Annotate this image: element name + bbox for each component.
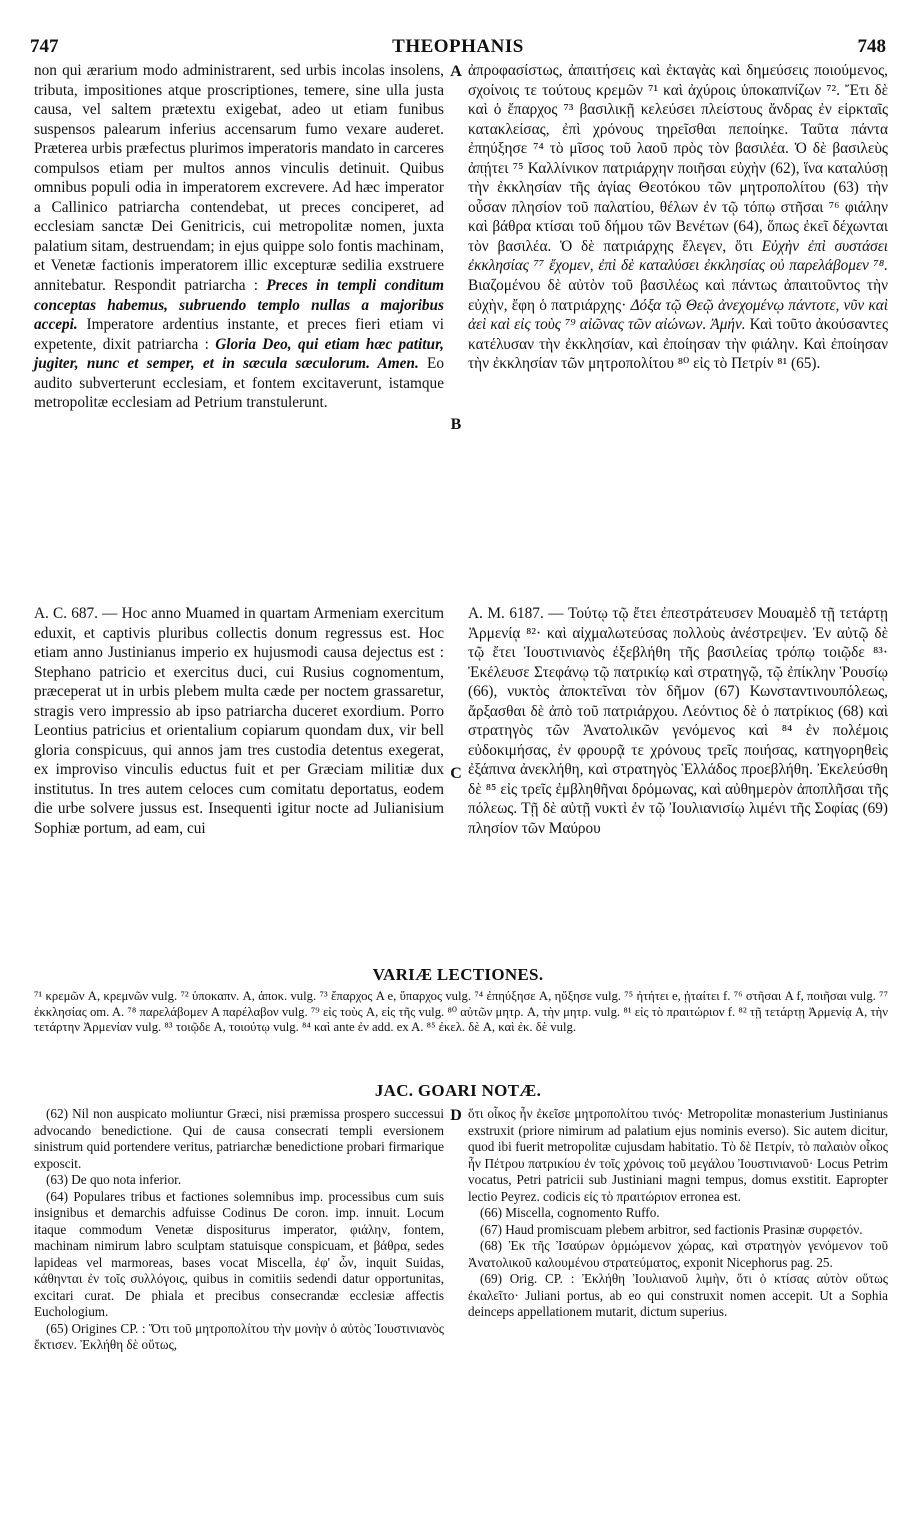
note-62: (62) Nil non auspicato moliuntur Græci, nisi præmissa prospero successui advocando benedictione. Qui de causa consecrati templi eversionem sinistrum quid portendere veritus, patriarchæ benedictione probari firmarique exposcit. bbox=[34, 1106, 444, 1171]
left-page-number: 747 bbox=[30, 36, 59, 57]
page-title: THEOPHANIS bbox=[392, 36, 524, 57]
margin-marker-c: C bbox=[450, 765, 462, 782]
greek-main-text-3: Καὶ τοῦτο ἀκούσαντες κατέλυσαν τὴν ἐκκλησίαν, καὶ ἐποίησαν τὴν φιάλην. Καὶ ἐποίησαν τὴν ἐκκλησίαν τῶν μητροπολίτου ⁸⁰ εἰς τὸ Πετρίν ⁸¹ (65). bbox=[468, 316, 888, 373]
right-page-number: 748 bbox=[857, 36, 886, 57]
note-66: (66) Miscella, cognomento Ruffo. bbox=[480, 1205, 660, 1220]
latin-main-text-3: Eo audito subverterunt ecclesiam, et fontem excitaverunt, istamque metropolitæ ecclesiam ad Petrium transtulerunt. bbox=[34, 355, 444, 412]
note-67: (67) Haud promiscuam plebem arbitror, sed factionis Prasinæ συρφετόν. bbox=[480, 1221, 863, 1237]
margin-marker-b: B bbox=[450, 416, 462, 433]
note-68: (68) Ἐκ τῆς Ἰσαύρων ὁρμώμενον χώρας, καὶ στρατηγὸν γενόμενον τοῦ Ἀνατολικοῦ καλουμένου στρατεύματος, exponit Nicephorus pag. 25. bbox=[468, 1238, 888, 1270]
notes-left-column bbox=[34, 1106, 444, 1354]
greek-annal-column bbox=[468, 604, 888, 839]
greek-main-text: ἀπροφασίστως, ἀπαιτήσεις καὶ ἐκταγὰς καὶ δημεύσεις ποιούμενος, σχοίνοις τε τούτους κρεμῶν ⁷¹ καὶ ἀχύροις ὑποκαπνίζων ⁷². Ἔτι δὲ καὶ ὁ ἔπαρχος ⁷³ βασιλικῇ κελεύσει πλείστους ἄνδρας ἐν εἱρκταῖς κατακλείσας, ἐπὶ χρόνους τηρεῖσθαι πεποίηκε. Ταῦτα πάντα ἐπηύξησε ⁷⁴ τὸ μῖσος τοῦ λαοῦ πρὸς τὸν βασιλέα. Ὁ δὲ βασιλεὺς ἀπῄτει ⁷⁵ Καλλίνικον πατριάρχην ποιῆσαι εὐχὴν (62), ἵνα καταλύσῃ τὴν ἐκκλησίαν τῆς ἁγίας Θεοτόκου τῶν μητροπολίτου (63) τὴν οὖσαν πλησίον τοῦ παλατίου, θέλων ἐν τῷ τόπῳ στῆσαι ⁷⁶ φιάλην καὶ βάθρα κτίσαι τοῦ δήμου τῶν Βενέτων (64), ὅπως ἐκεῖ δέχωνται τὸν βασιλέα. Ὁ δὲ πατριάρχης ἔλεγεν, ὅτι bbox=[468, 62, 888, 255]
greek-quote-2: Δόξα τῷ Θεῷ ἀνεχομένῳ πάντοτε, νῦν καὶ ἀεὶ καὶ εἰς τοὺς ⁷⁹ αἰῶνας τῶν αἰώνων. Ἀμήν. bbox=[468, 296, 889, 334]
latin-main-text: non qui ærarium modo administrarent, sed urbis incolas insolens, tributa, impositiones atque proscriptiones, temere, sine ulla justa causa, vel saltem prætextu exigebat, adeo ut etiam funibus suspensos palearum inferius accensarum fumo vexare auderet. Præterea urbis præfectus plurimos imperatoris mandato in carceres compulsos etiam per multos annos vinculis detinuit. Quibus omnibus populi odia in imperatorem excrevere. Ad hæc imperator a Callinico patriarcha contendebat, ut preces conciperet, ad ecclesiam sanctæ Dei Genitricis, cui metropolitæ nomen, juxta palatium sitam, destruendam; in ejus quippe solo fontis machinam, et Venetæ factionis imperatorem illic excepturæ sedilia exstruere annitebatur. Respondit patriarcha : bbox=[34, 62, 444, 295]
margin-marker-d: D bbox=[450, 1107, 462, 1124]
note-64: (64) Populares tribus et factiones solemnibus imp. processibus cum suis insignibus et demarchis adfuisse Codinus De coron. imp. innuit. Locum itaque commodum Venetæ dispositurus imperator, φιάλην, fontem, machinam nimirum labro sculptam statuisque conspicuam, et βάθρα, sedes lapideas vel marmoreas, bases vocat Miscella, ἐφ' ὧν, inquit Suidas, κάθηνται ἐν τοῖς συλλόγοις, quibus in comitiis sedendi datur opportunitas, excitari curat. De phiala et precibus consecrandæ ecclesiæ affectis Euchologium. bbox=[34, 1188, 444, 1319]
margin-marker-a: A bbox=[450, 63, 462, 80]
variae-lectiones-heading: VARIÆ LECTIONES. bbox=[372, 965, 544, 984]
latin-main-column bbox=[34, 61, 444, 413]
greek-main-paragraph bbox=[468, 61, 888, 374]
greek-annal-text: A. M. 6187. — Τούτῳ τῷ ἔτει ἐπεστράτευσεν Μουαμὲδ τῇ τετάρτῃ Ἀρμενίᾳ ⁸²· καὶ αἰχμαλωτεύσας πολλοὺς ἀνέστρεψεν. Ἐν αὐτῷ δὲ τῷ ἔτει Ἰουστινιανὸς ἐξεβλήθη τῆς βασιλείας τρόπῳ τοιῷδε ⁸³· Ἐκέλευσε Στεφάνῳ τῷ πατρικίῳ καὶ στρατηγῷ, τῷ ἐπίκλην Ῥουσίῳ (66), νυκτὸς ἀποκτεῖναι τὸν δῆμον (67) Κωνσταντινουπόλεως, ἄρξασθαι δὲ ἀπὸ τοῦ πατριάρχου. Λεόντιος δὲ ὁ πατρίκιος (68) καὶ στρατηγὸς τῶν Ἀνατολικῶν γενόμενος καὶ ⁸⁴ ἐν πολέμοις εὐδοκιμήσας, ἐν φρουρᾷ τε χρόνους τρεῖς ποιήσας, κατηγορηθεὶς ἐξάπινα ἀνεκλήθη, καὶ στρατηγὸς Ἑλλάδος προεβλήθη. Ἐκελεύσθη δὲ ⁸⁵ εἰς τρεῖς ἐμβληθῆναι δρόμωνας, καὶ αὐθημερὸν ἀποπλῆσαι τῆς πόλεως. Τῇ δὲ αὐτῇ νυκτὶ ἐν τῷ Ἰουλιανισίῳ λιμένι τῆς Σοφίας (69) πλησίον τῶν Μαύρου bbox=[468, 605, 888, 838]
variae-lectiones-text: ⁷¹ κρεμῶν A, κρεμνῶν vulg. ⁷² ὑποκαπν. A, ἀποκ. vulg. ⁷³ ἔπαρχος A e, ὕπαρχος vulg. ⁷⁴ ἐπηύξησε A, ηὔξησε vulg. ⁷⁵ ἠτήτει e, ᾐταίτει f. ⁷⁶ στῆσαι A f, ποιῆσαι vulg. ⁷⁷ ἐκκλησίας om. A. ⁷⁸ παρελάβομεν A παρέλαβον vulg. ⁷⁹ εἰς τοὺς A, εἰς τῆς vulg. ⁸⁰ αὐτῶν μητρ. A, τὴν μητρ. vulg. ⁸¹ εἰς τὸ πραιτώριον f. ⁸² τῇ τετάρτῃ Ἀρμενίᾳ A, τὴν τετάρτην Ἀρμενίαν vulg. ⁸³ τοιῷδε A, τοιούτῳ vulg. ⁸⁴ καὶ ante ἐν add. ex A. ⁸⁵ ἐκελ. δὲ A, καὶ ἐκ. δὲ vulg. bbox=[34, 989, 888, 1034]
note-69: (69) Orig. CP. : Ἐκλήθη Ἰουλιανοῦ λιμὴν, ὅτι ὁ κτίσας αὐτὸν οὕτως ἐκαλεῖτο· Juliani portus, ab eo qui construxit nomen accepit. Ut a Sophia deinceps appellationem mutarit, dictum superius. bbox=[468, 1271, 888, 1319]
note-65-continued: ὅτι οἶκος ἦν ἐκεῖσε μητροπολίτου τινός· Metropolitæ monasterium Justinianus exstruxit (priore nimirum ad palatium ejus nominis everso). Sic autem dicitur, quod ibi fuerit metropolitæ cujusdam habitatio. Τὸ δὲ Πετρίν, τὸ παλαιὸν οἶκος ἦν Πέτρου πατρικίου ἐν τοῖς χρόνοις τοῦ μεγάλου Ἰουστινιανοῦ· Locus Petrim vocatus, Petri patricii sub Justiniani magni tempus, domus exstitit. Eapropter lectio Peyrez. codicis εἰς τὸ πραιτώριον erronea est. bbox=[468, 1106, 888, 1204]
latin-quote-2: Gloria Deo, qui etiam hæc patitur, jugiter, nunc et semper, et in sæcula sæculorum. Amen. bbox=[34, 335, 444, 373]
greek-quote-1: Εὐχὴν ἐπὶ συστάσει ἐκκλησίας ⁷⁷ ἔχομεν, ἐπὶ δὲ καταλύσει ἐκκλησίας οὐ παρελάβομεν ⁷⁸. bbox=[468, 237, 888, 275]
greek-main-column bbox=[468, 61, 888, 374]
note-63: (63) De quo nota inferior. bbox=[46, 1172, 182, 1187]
latin-main-paragraph bbox=[34, 61, 444, 413]
note-65: (65) Origines CP. : Ὅτι τοῦ μητροπολίτου τὴν μονὴν ὁ αὐτὸς Ἰουστινιανὸς ἔκτισεν. Ἐκλήθη δὲ οὕτως, bbox=[34, 1320, 444, 1352]
notes-right-column bbox=[468, 1106, 888, 1321]
latin-annal-column bbox=[34, 604, 444, 839]
latin-annal-text: A. C. 687. — Hoc anno Muamed in quartam Armeniam exercitum eduxit, et captivis pluribus collectis donum regressus est. Hoc etiam anno Justinianus imperio ex hujusmodi causa dejectus est : Stephano patricio et exercitus duci, cui Rusius cognomentum, præceperat ut in urbis plebem multa cæde per noctem grassaretur, stragis vero impressio ab ipso patriarcha duceret exordium. Porro Leontius patricius et orientalium copiarum quondam dux, vir bell gloria conspicuus, qui annos jam tres custodia detentus exegerat, ex improviso vinculis eductus fuit et per Græciam militiæ dux institutus. In tres autem celoces cum comitatu deportatus, eodem die urbe solvere jussus est. Insequenti igitur nocte ad Julianisium Sophiæ portum, ad eam, cui bbox=[34, 605, 444, 838]
notae-heading: JAC. GOARI NOTÆ. bbox=[374, 1081, 542, 1100]
latin-quote-1: Preces in templi conditum conceptas habemus, subruendo templo nullas a majoribus accepi. bbox=[34, 277, 444, 334]
latin-main-text-2: Imperatore ardentius instante, et preces fieri etiam vi expetente, dixit patriarcha : bbox=[34, 316, 444, 353]
greek-main-text-2: Βιαζομένου δὲ αὐτὸν τοῦ βασιλέως καὶ πάντως ἀπαιτοῦντος τὴν εὐχὴν, ἔφη ὁ πατριάρχης· bbox=[468, 277, 888, 314]
page-header bbox=[30, 36, 886, 60]
